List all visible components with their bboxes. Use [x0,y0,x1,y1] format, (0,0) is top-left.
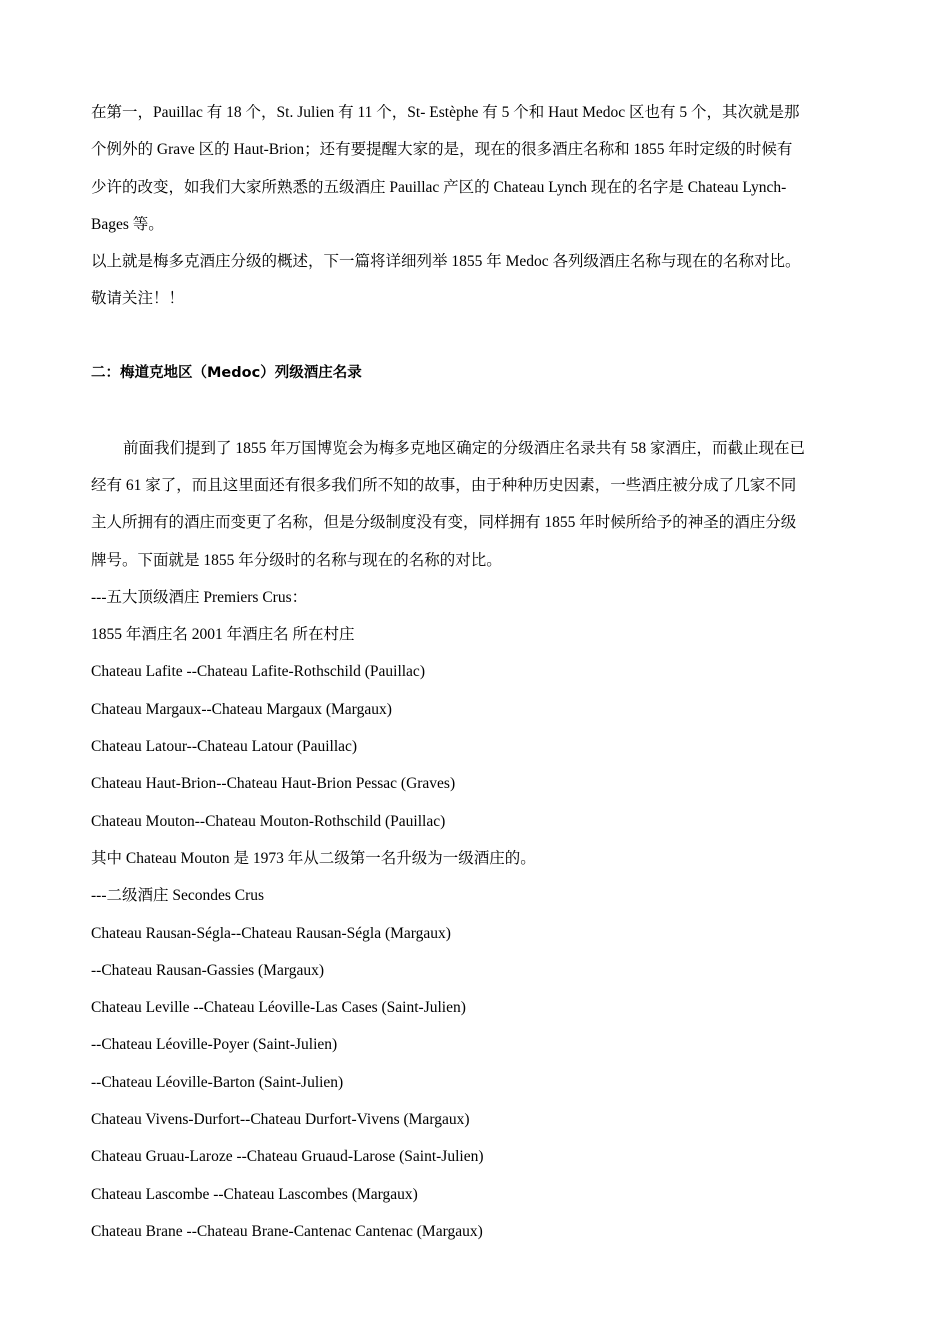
list-item: --Chateau Rausan-Gassies (Margaux) [91,961,324,979]
chateau-list [91,579,861,1250]
list-item: Chateau Brane --Chateau Brane-Cantenac Cantenac (Margaux) [91,1222,483,1240]
list-item: --Chateau Léoville-Poyer (Saint-Julien) [91,1036,338,1054]
paragraph-line: 前面我们提到了 1855 年万国博览会为梅多克地区确定的分级酒庄名录共有 58 家酒庄，而截止现在已 [123,439,806,457]
paragraph-line: 主人所拥有的酒庄而变更了名称，但是分级制度没有变，同样拥有 1855 年时候所给予的神圣的酒庄分级 [91,514,797,532]
list-item: Chateau Margaux--Chateau Margaux (Margaux) [91,700,392,718]
list-item: ---五大顶级酒庄 Premiers Crus： [91,588,308,606]
intro-line: 在第一，Pauillac 有 18 个，St. Julien 有 11 个，St- Estèphe 有 5 个和 Haut Medoc 区也有 5 个，其次就是那 [91,104,800,121]
paragraph-line: 牌号。下面就是 1855 年分级时的名称与现在的名称的对比。 [91,551,502,569]
list-item: Chateau Lafite --Chateau Lafite-Rothschild (Pauillac) [91,663,425,681]
list-item: ---二级酒庄 Secondes Crus [91,887,265,905]
list-item: Chateau Rausan-Ségla--Chateau Rausan-Ségla (Margaux) [91,924,451,942]
section-paragraph [91,430,861,579]
intro-text [91,94,861,318]
list-item: Chateau Vivens-Durfort--Chateau Durfort-Vivens (Margaux) [91,1111,470,1129]
paragraph-line: 经有 61 家了，而且这里面还有很多我们所不知的故事，由于种种历史因素，一些酒庄被分成了几家不同 [91,476,797,494]
intro-line: 个例外的 Grave 区的 Haut-Brion；还有要提醒大家的是，现在的很多酒庄名称和 1855 年时定级的时候有 [91,141,793,159]
spacer [91,318,861,355]
intro-line: 少许的改变，如我们大家所熟悉的五级酒庄 Pauillac 产区的 Chateau Lynch 现在的名字是 Chateau Lynch- [91,178,787,196]
intro-line: 以上就是梅多克酒庄分级的概述，下一篇将详细列举 1855 年 Medoc 各列级酒庄名称与现在的名称对比。 [91,253,801,271]
list-item: Chateau Mouton--Chateau Mouton-Rothschild (Pauillac) [91,812,446,830]
document-page [91,94,861,1250]
list-item: Chateau Latour--Chateau Latour (Pauillac) [91,738,358,756]
intro-line: Bages 等。 [91,215,164,233]
spacer [91,392,861,429]
list-item: Chateau Leville --Chateau Léoville-Las Cases (Saint-Julien) [91,999,466,1017]
section-heading: 二：梅道克地区（Medoc）列级酒庄名录 [91,365,362,382]
list-item: Chateau Gruau-Laroze --Chateau Gruaud-Larose (Saint-Julien) [91,1148,484,1166]
list-item: 1855 年酒庄名 2001 年酒庄名 所在村庄 [91,626,355,644]
list-item: Chateau Lascombe --Chateau Lascombes (Margaux) [91,1185,418,1203]
intro-line: 敬请关注！！ [91,290,185,308]
list-item: --Chateau Léoville-Barton (Saint-Julien) [91,1073,344,1091]
list-item: 其中 Chateau Mouton 是 1973 年从二级第一名升级为一级酒庄的。 [91,849,536,867]
list-item: Chateau Haut-Brion--Chateau Haut-Brion Pessac (Graves) [91,775,456,793]
